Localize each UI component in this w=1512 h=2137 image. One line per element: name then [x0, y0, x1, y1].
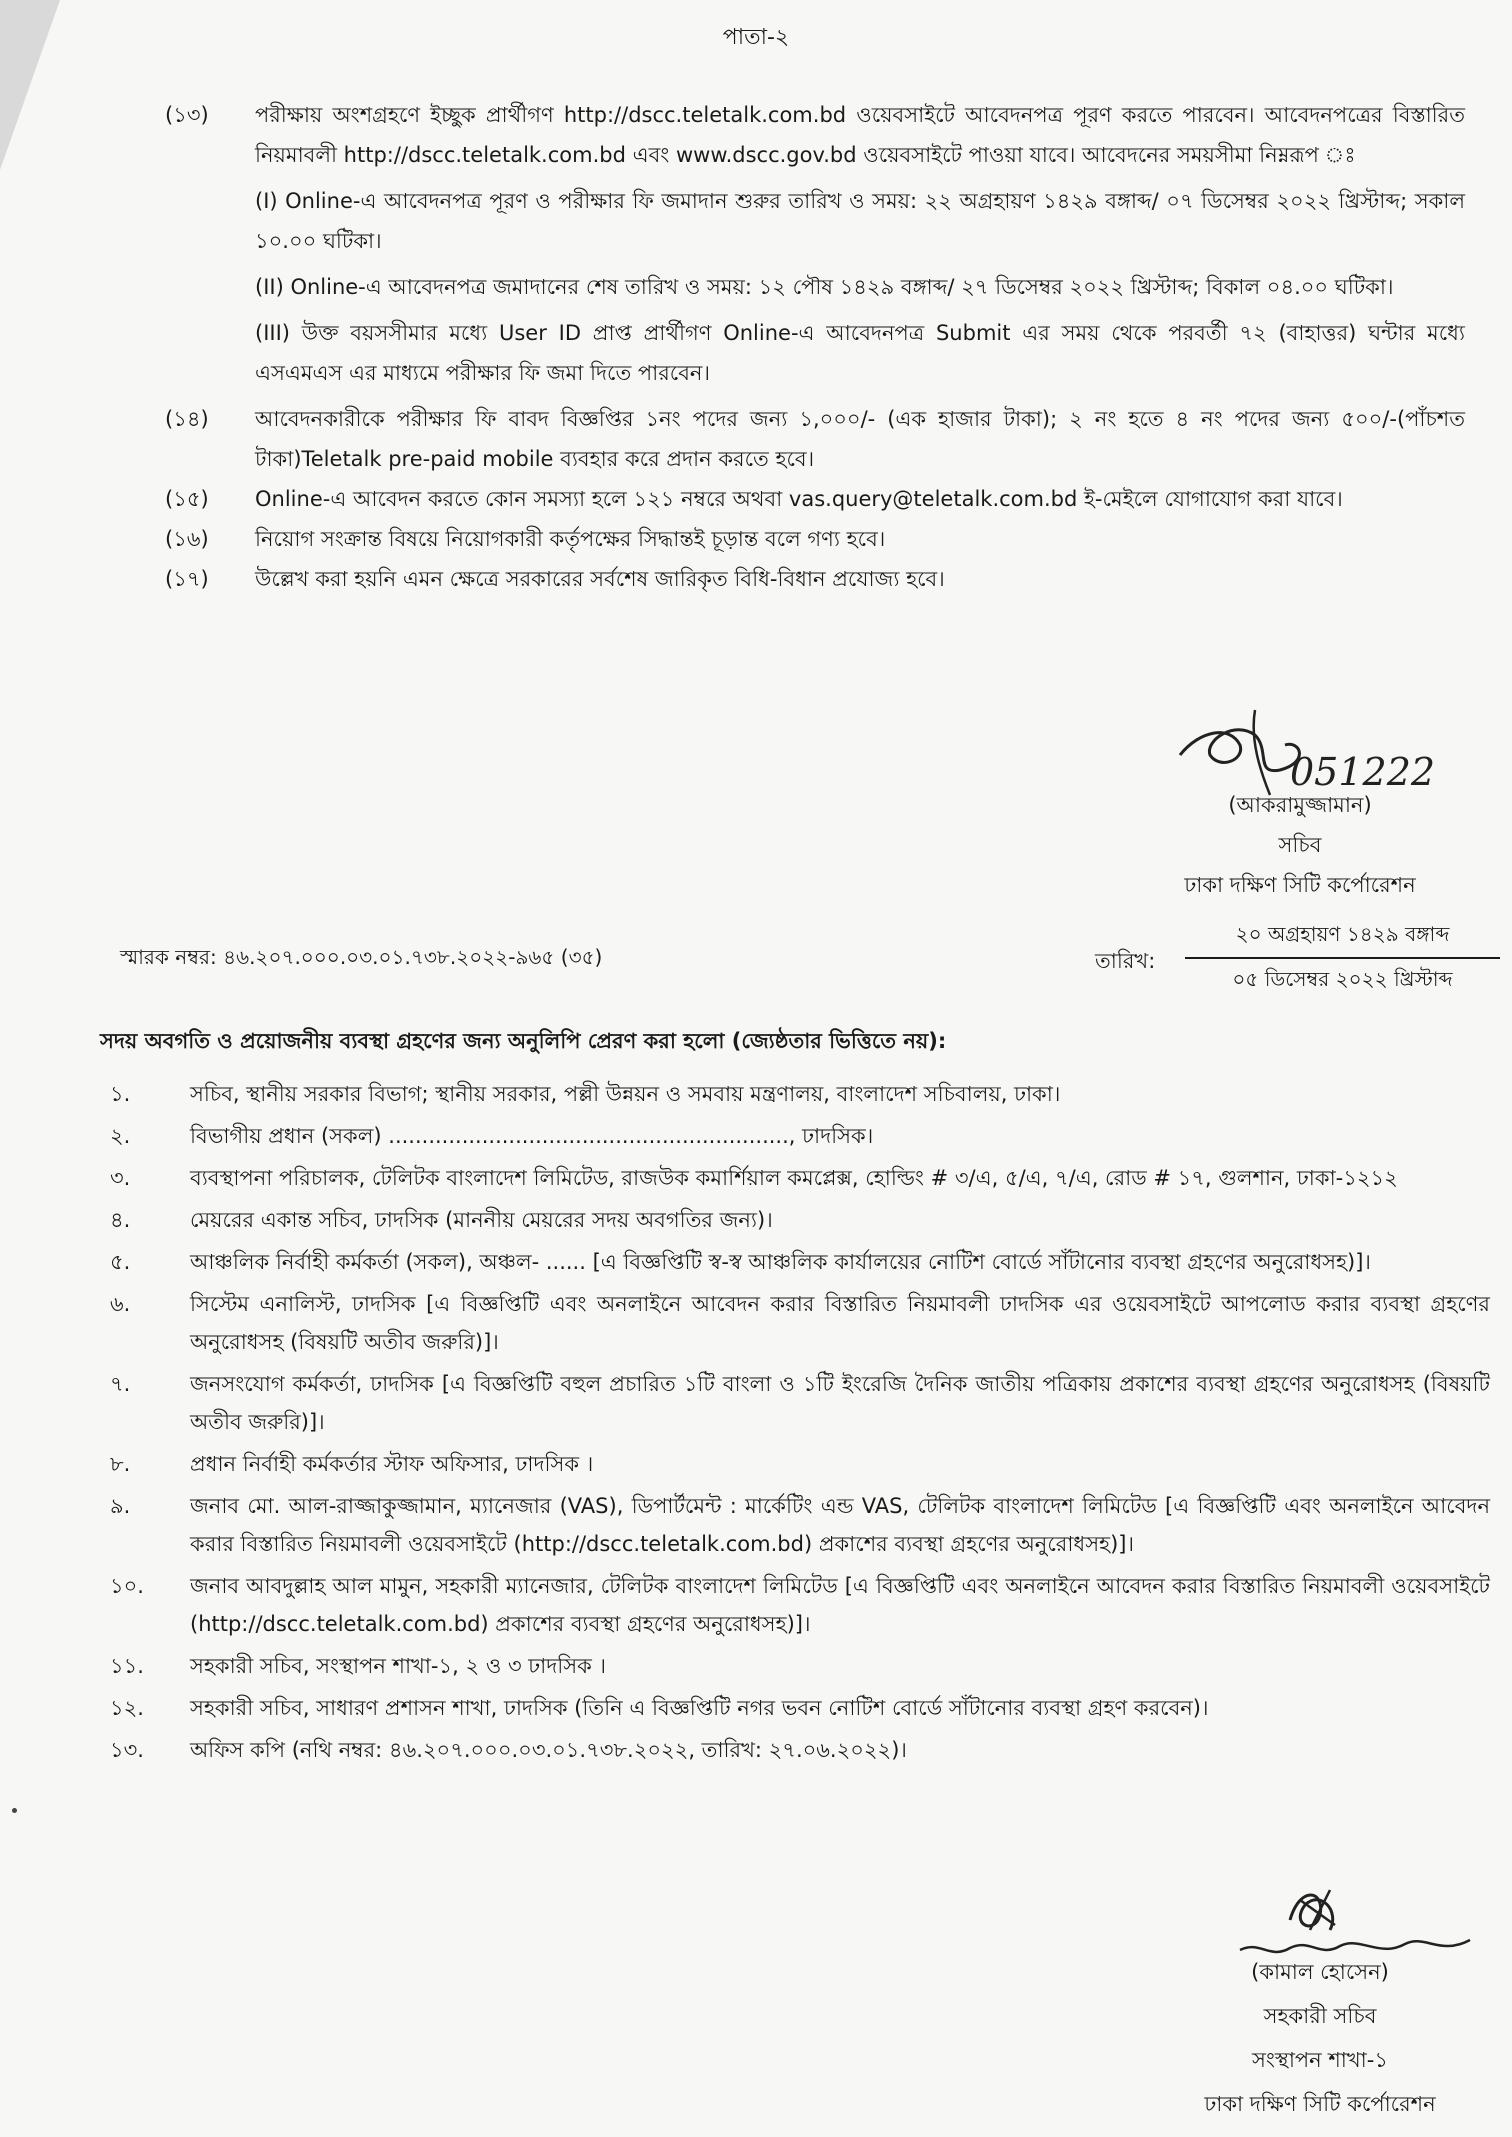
list-item — [110, 1731, 1490, 1769]
clause-item — [165, 95, 1465, 175]
list-item-number: ৯. — [110, 1494, 131, 1518]
list-item-text: বিভাগীয় প্রধান (সকল) ............................................................, ঢাদসিক। — [190, 1124, 874, 1148]
list-item-number: ৬. — [110, 1292, 131, 1316]
clause-item — [165, 479, 1465, 519]
signatory-office: ঢাকা দক্ষিণ সিটি কর্পোরেশন — [1204, 2092, 1436, 2116]
signatory-name: (আকরামুজ্জামান) — [1228, 793, 1372, 817]
list-item-text: সহকারী সচিব, সাধারণ প্রশাসন শাখা, ঢাদসিক (তিনি এ বিজ্ঞপ্তিটি নগর ভবন নোটিশ বোর্ডে সাঁটানোর ব্যবস্থা গ্রহণ করবেন)। — [190, 1696, 1209, 1720]
list-item-number: ৮. — [110, 1452, 131, 1476]
list-item-text: ব্যবস্থাপনা পরিচালক, টেলিটক বাংলাদেশ লিমিটেড, রাজউক কমার্শিয়াল কমপ্লেক্স, হোল্ডিং # ৩/এ, ৫/এ, ৭/এ, রোড # ১৭, গুলশান, ঢাকা-১২১২ — [190, 1166, 1398, 1190]
clause-text: উল্লেখ করা হয়নি এমন ক্ষেত্রে সরকারের সর্বশেষ জারিকৃত বিধি-বিধান প্রযোজ্য হবে। — [255, 567, 945, 591]
clause-item — [165, 559, 1465, 599]
signatory-name: (কামাল হোসেন) — [1251, 1960, 1389, 1984]
date-english: ০৫ ডিসেম্বর ২০২২ খ্রিস্টাব্দ — [1232, 967, 1453, 991]
list-item — [110, 1243, 1490, 1281]
clause-number: (১৪) — [165, 407, 209, 431]
list-item-text: জনাব আবদুল্লাহ আল মামুন, সহকারী ম্যানেজার, টেলিটক বাংলাদেশ লিমিটেড [এ বিজ্ঞপ্তিটি এবং অনলাইনে আবেদন করার বিস্তারিত নিয়মাবলী ওয়েবসাইটে (http://dscc.teletalk.com.bd) প্রকাশের ব্যবস্থা গ্রহণের অনুরোধসহ)]। — [190, 1574, 1490, 1636]
clause-item — [165, 399, 1465, 479]
list-item — [110, 1689, 1490, 1727]
list-item-number: ১২. — [110, 1696, 144, 1720]
list-item-text: জনসংযোগ কর্মকর্তা, ঢাদসিক [এ বিজ্ঞপ্তিটি বহুল প্রচারিত ১টি বাংলা ও ১টি ইংরেজি দৈনিক জাতীয় পত্রিকায় প্রকাশের ব্যবস্থা গ্রহণের অনুরোধসহ (বিষয়টি অতীব জরুরি)]। — [190, 1372, 1490, 1434]
clause-list — [165, 95, 1465, 599]
memo-number: স্মারক নম্বর: ৪৬.২০৭.০০০.০৩.০১.৭৩৮.২০২২-৯৬৫ (৩৫) — [120, 945, 603, 969]
list-item-text: প্রধান নির্বাহী কর্মকর্তার স্টাফ অফিসার, ঢাদসিক । — [190, 1452, 594, 1476]
clause-text: Online-এ আবেদন করতে কোন সমস্যা হলে ১২১ নম্বরে অথবা vas.query@teletalk.com.bd ই-মেইলে যোগাযোগ করা যাবে। — [255, 487, 1343, 511]
list-item-number: ১১. — [110, 1654, 144, 1678]
list-item-text: জনাব মো. আল-রাজ্জাকুজ্জামান, ম্যানেজার (VAS), ডিপার্টমেন্ট : মার্কেটিং এন্ড VAS, টেলিটক বাংলাদেশ লিমিটেড [এ বিজ্ঞপ্তিটি এবং অনলাইনে আবেদন করার বিস্তারিত নিয়মাবলী ওয়েবসাইটে (http://dscc.teletalk.com.bd) প্রকাশের ব্যবস্থা গ্রহণের অনুরোধসহ)]। — [190, 1494, 1490, 1556]
list-item — [110, 1159, 1490, 1197]
list-item-number: ২. — [110, 1124, 131, 1148]
list-item-text: অফিস কপি (নথি নম্বর: ৪৬.২০৭.০০০.০৩.০১.৭৩৮.২০২২, তারিখ: ২৭.০৬.২০২২)। — [190, 1738, 907, 1762]
list-item — [110, 1285, 1490, 1361]
list-item — [110, 1567, 1490, 1643]
copy-distribution-heading: সদয় অবগতি ও প্রয়োজনীয় ব্যবস্থা গ্রহণের জন্য অনুলিপি প্রেরণ করা হলো (জ্যেষ্ঠতার ভিত্তিতে নয়): — [100, 1029, 947, 1053]
clause-text: আবেদনকারীকে পরীক্ষার ফি বাবদ বিজ্ঞপ্তির ১নং পদের জন্য ১,০০০/- (এক হাজার টাকা); ২ নং হতে ৪ নং পদের জন্য ৫০০/-(পাঁচশত টাকা)Teletalk pre-paid mobile ব্যবহার করে প্রদান করতে হবে। — [255, 407, 1465, 471]
clause-text: নিয়োগ সংক্রান্ত বিষয়ে নিয়োগকারী কর্তৃপক্ষের সিদ্ধান্তই চূড়ান্ত বলে গণ্য হবে। — [255, 527, 886, 551]
clause-item — [165, 519, 1465, 559]
date-block — [1185, 920, 1500, 998]
list-item-text: সহকারী সচিব, সংস্থাপন শাখা-১, ২ ও ৩ ঢাদসিক । — [190, 1654, 607, 1678]
schedule-item: (III) উক্ত বয়সসীমার মধ্যে User ID প্রাপ্ত প্রার্থীগণ Online-এ আবেদনপত্র Submit এর সময় থেকে পরবর্তী ৭২ (বাহাত্তর) ঘন্টার মধ্যে এসএমএস এর মাধ্যমে পরীক্ষার ফি জমা দিতে পারবেন। — [255, 321, 1465, 385]
signatory-block-assistant-secretary — [1160, 1950, 1480, 2126]
list-item-number: ৩. — [110, 1166, 131, 1190]
clause-number: (১৫) — [165, 487, 209, 511]
list-item-text: মেয়রের একান্ত সচিব, ঢাদসিক (মাননীয় মেয়রের সদয় অবগতির জন্য)। — [190, 1208, 773, 1232]
schedule-item: (I) Online-এ আবেদনপত্র পূরণ ও পরীক্ষার ফি জমাদান শুরুর তারিখ ও সময়: ২২ অগ্রহায়ণ ১৪২৯ বঙ্গাব্দ/ ০৭ ডিসেম্বর ২০২২ খ্রিস্টাব্দ; সকাল ১০.০০ ঘটিকা। — [255, 189, 1465, 253]
copy-distribution-list — [110, 1075, 1490, 1773]
signatory-branch: সংস্থাপন শাখা-১ — [1252, 2048, 1388, 2072]
clause-text: পরীক্ষায় অংশগ্রহণে ইচ্ছুক প্রার্থীগণ http://dscc.teletalk.com.bd ওয়েবসাইটে আবেদনপত্র পূরণ করতে পারবেন। আবেদনপত্রের বিস্তারিত নিয়মাবলী http://dscc.teletalk.com.bd এবং www.dscc.gov.bd ওয়েবসাইটে পাওয়া যাবে। আবেদনের সময়সীমা নিম্নরূপ ঃ — [255, 103, 1465, 167]
signatory-designation: সহকারী সচিব — [1263, 2004, 1377, 2028]
svg-text:051222: 051222 — [1290, 750, 1436, 794]
list-item-text: আঞ্চলিক নির্বাহী কর্মকর্তা (সকল), অঞ্চল- ...... [এ বিজ্ঞপ্তিটি স্ব-স্ব আঞ্চলিক কার্যালয়ের নোটিশ বোর্ডে সাঁটানোর ব্যবস্থা গ্রহণের অনুরোধসহ)]। — [190, 1250, 1371, 1274]
list-item-text: সচিব, স্থানীয় সরকার বিভাগ; স্থানীয় সরকার, পল্লী উন্নয়ন ও সমবায় মন্ত্রণালয়, বাংলাদেশ সচিবালয়, ঢাকা। — [190, 1082, 1061, 1106]
scan-speck — [12, 1808, 17, 1813]
list-item — [110, 1201, 1490, 1239]
list-item — [110, 1075, 1490, 1113]
list-item-number: ৭. — [110, 1372, 131, 1396]
clause-number: (১৭) — [165, 567, 209, 591]
list-item — [110, 1445, 1490, 1483]
list-item — [110, 1365, 1490, 1441]
list-item-number: ১. — [110, 1082, 131, 1106]
clause-number: (১৬) — [165, 527, 209, 551]
date-bangla: ২০ অগ্রহায়ণ ১৪২৯ বঙ্গাব্দ — [1185, 920, 1500, 959]
list-item-number: ১৩. — [110, 1738, 144, 1762]
clause-number: (১৩) — [165, 103, 209, 127]
schedule-item: (II) Online-এ আবেদনপত্র জমাদানের শেষ তারিখ ও সময়: ১২ পৌষ ১৪২৯ বঙ্গাব্দ/ ২৭ ডিসেম্বর ২০২২ খ্রিস্টাব্দ; বিকাল ০৪.০০ ঘটিকা। — [255, 275, 1394, 299]
list-item-number: ৫. — [110, 1250, 131, 1274]
list-item — [110, 1117, 1490, 1155]
signatory-block-secretary — [1150, 785, 1450, 905]
list-item-number: ১০. — [110, 1574, 144, 1598]
date-label: তারিখ: — [1095, 949, 1156, 973]
list-item-text: সিস্টেম এনালিস্ট, ঢাদসিক [এ বিজ্ঞপ্তিটি এবং অনলাইনে আবেদন করার বিস্তারিত নিয়মাবলী ঢাদসিক এর ওয়েবসাইটে আপলোড করার ব্যবস্থা গ্রহণের অনুরোধসহ (বিষয়টি অতীব জরুরি)]। — [190, 1292, 1490, 1354]
signatory-designation: সচিব — [1278, 833, 1322, 857]
page-number: পাতা-২ — [722, 25, 790, 50]
list-item — [110, 1647, 1490, 1685]
list-item — [110, 1487, 1490, 1563]
list-item-number: ৪. — [110, 1208, 131, 1232]
signatory-office: ঢাকা দক্ষিণ সিটি কর্পোরেশন — [1184, 873, 1416, 897]
